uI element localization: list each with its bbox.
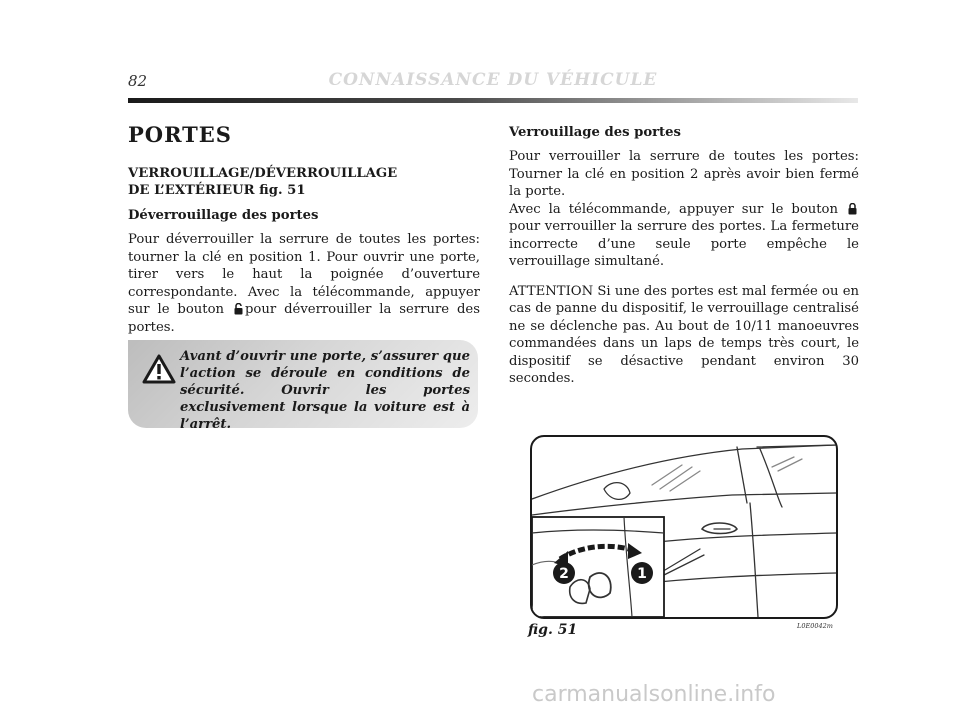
figure-door-illustration (530, 435, 838, 619)
window-lower-edge (532, 493, 836, 515)
subheading-line-1: VERROUILLAGE/DÉVERROUILLAGE (128, 166, 398, 181)
lock-paragraph-2 (509, 201, 859, 271)
glass-reflection-1 (652, 465, 700, 491)
watermark: carmanualsonline.info (532, 682, 776, 707)
callout-2-label: 2 (559, 566, 569, 582)
lock-text-2a: Avec la télécommande, appuyer sur le bouton (509, 201, 838, 217)
subheading-line-2: DE L’EXTÉRIEUR fig. 51 (128, 183, 306, 198)
left-column (128, 122, 480, 336)
glass-reflection-2 (772, 457, 802, 471)
warning-box (128, 340, 478, 432)
attention-paragraph: ATTENTION Si une des portes est mal fermée ou en cas de panne du dispositif, le verrouillage centralisé ne se déclenche pas. Au bout de 10/11 manoeuvres commandées dans un laps de temps très court, le dispositif se désactive pendant environ 30 secondes. (509, 283, 859, 386)
door-handle (702, 523, 737, 534)
door-illustration (532, 437, 836, 617)
right-column (509, 124, 859, 388)
page-header (128, 70, 858, 100)
callout-1-label: 1 (637, 566, 647, 582)
warning-text: Avant d’ouvrir une porte, s’assurer que l’action se déroule en conditions de sécurité. Ouvrir les portes exclusivement lorsque la voiture est à l’arrêt. (180, 349, 470, 432)
lock-text-2b: pour verrouiller la serrure des portes. La fermeture incorrecte d’une seule porte empêche le verrouillage simultané. (509, 219, 859, 269)
lock-heading: Verrouillage des portes (509, 125, 681, 140)
door-shut-line (750, 503, 758, 617)
warning-triangle-icon (142, 354, 176, 384)
header-rule (128, 98, 858, 103)
lock-paragraph-1: Pour verrouiller la serrure de toutes les portes: Tourner la clé en position 2 après avoir bien fermé la porte. (509, 149, 859, 199)
unlock-heading: Déverrouillage des portes (128, 208, 319, 223)
unlock-text-2: pour déverrouiller la serrure des portes. (128, 302, 481, 335)
unlock-text-1: Pour déverrouiller la serrure de toutes les portes: tourner la clé en position 1. Pour ouvrir une porte, tirer vers le haut la poignée d’ouverture correspondante. Avec la télécommande, appuyer sur le bouton (128, 232, 480, 317)
unlock-paragraph (128, 231, 480, 336)
running-title: CONNAISSANCE DU VÉHICULE (328, 70, 658, 90)
figure-code: L0E0042m (797, 622, 833, 630)
subheading (128, 165, 480, 199)
lock-icon (848, 203, 857, 215)
section-title: PORTES (128, 122, 232, 147)
rear-window-frame (757, 445, 836, 507)
figure-caption: fig. 51 (528, 622, 578, 638)
unlock-icon (234, 303, 243, 315)
mirror (604, 483, 630, 500)
page-number: 82 (128, 72, 148, 90)
